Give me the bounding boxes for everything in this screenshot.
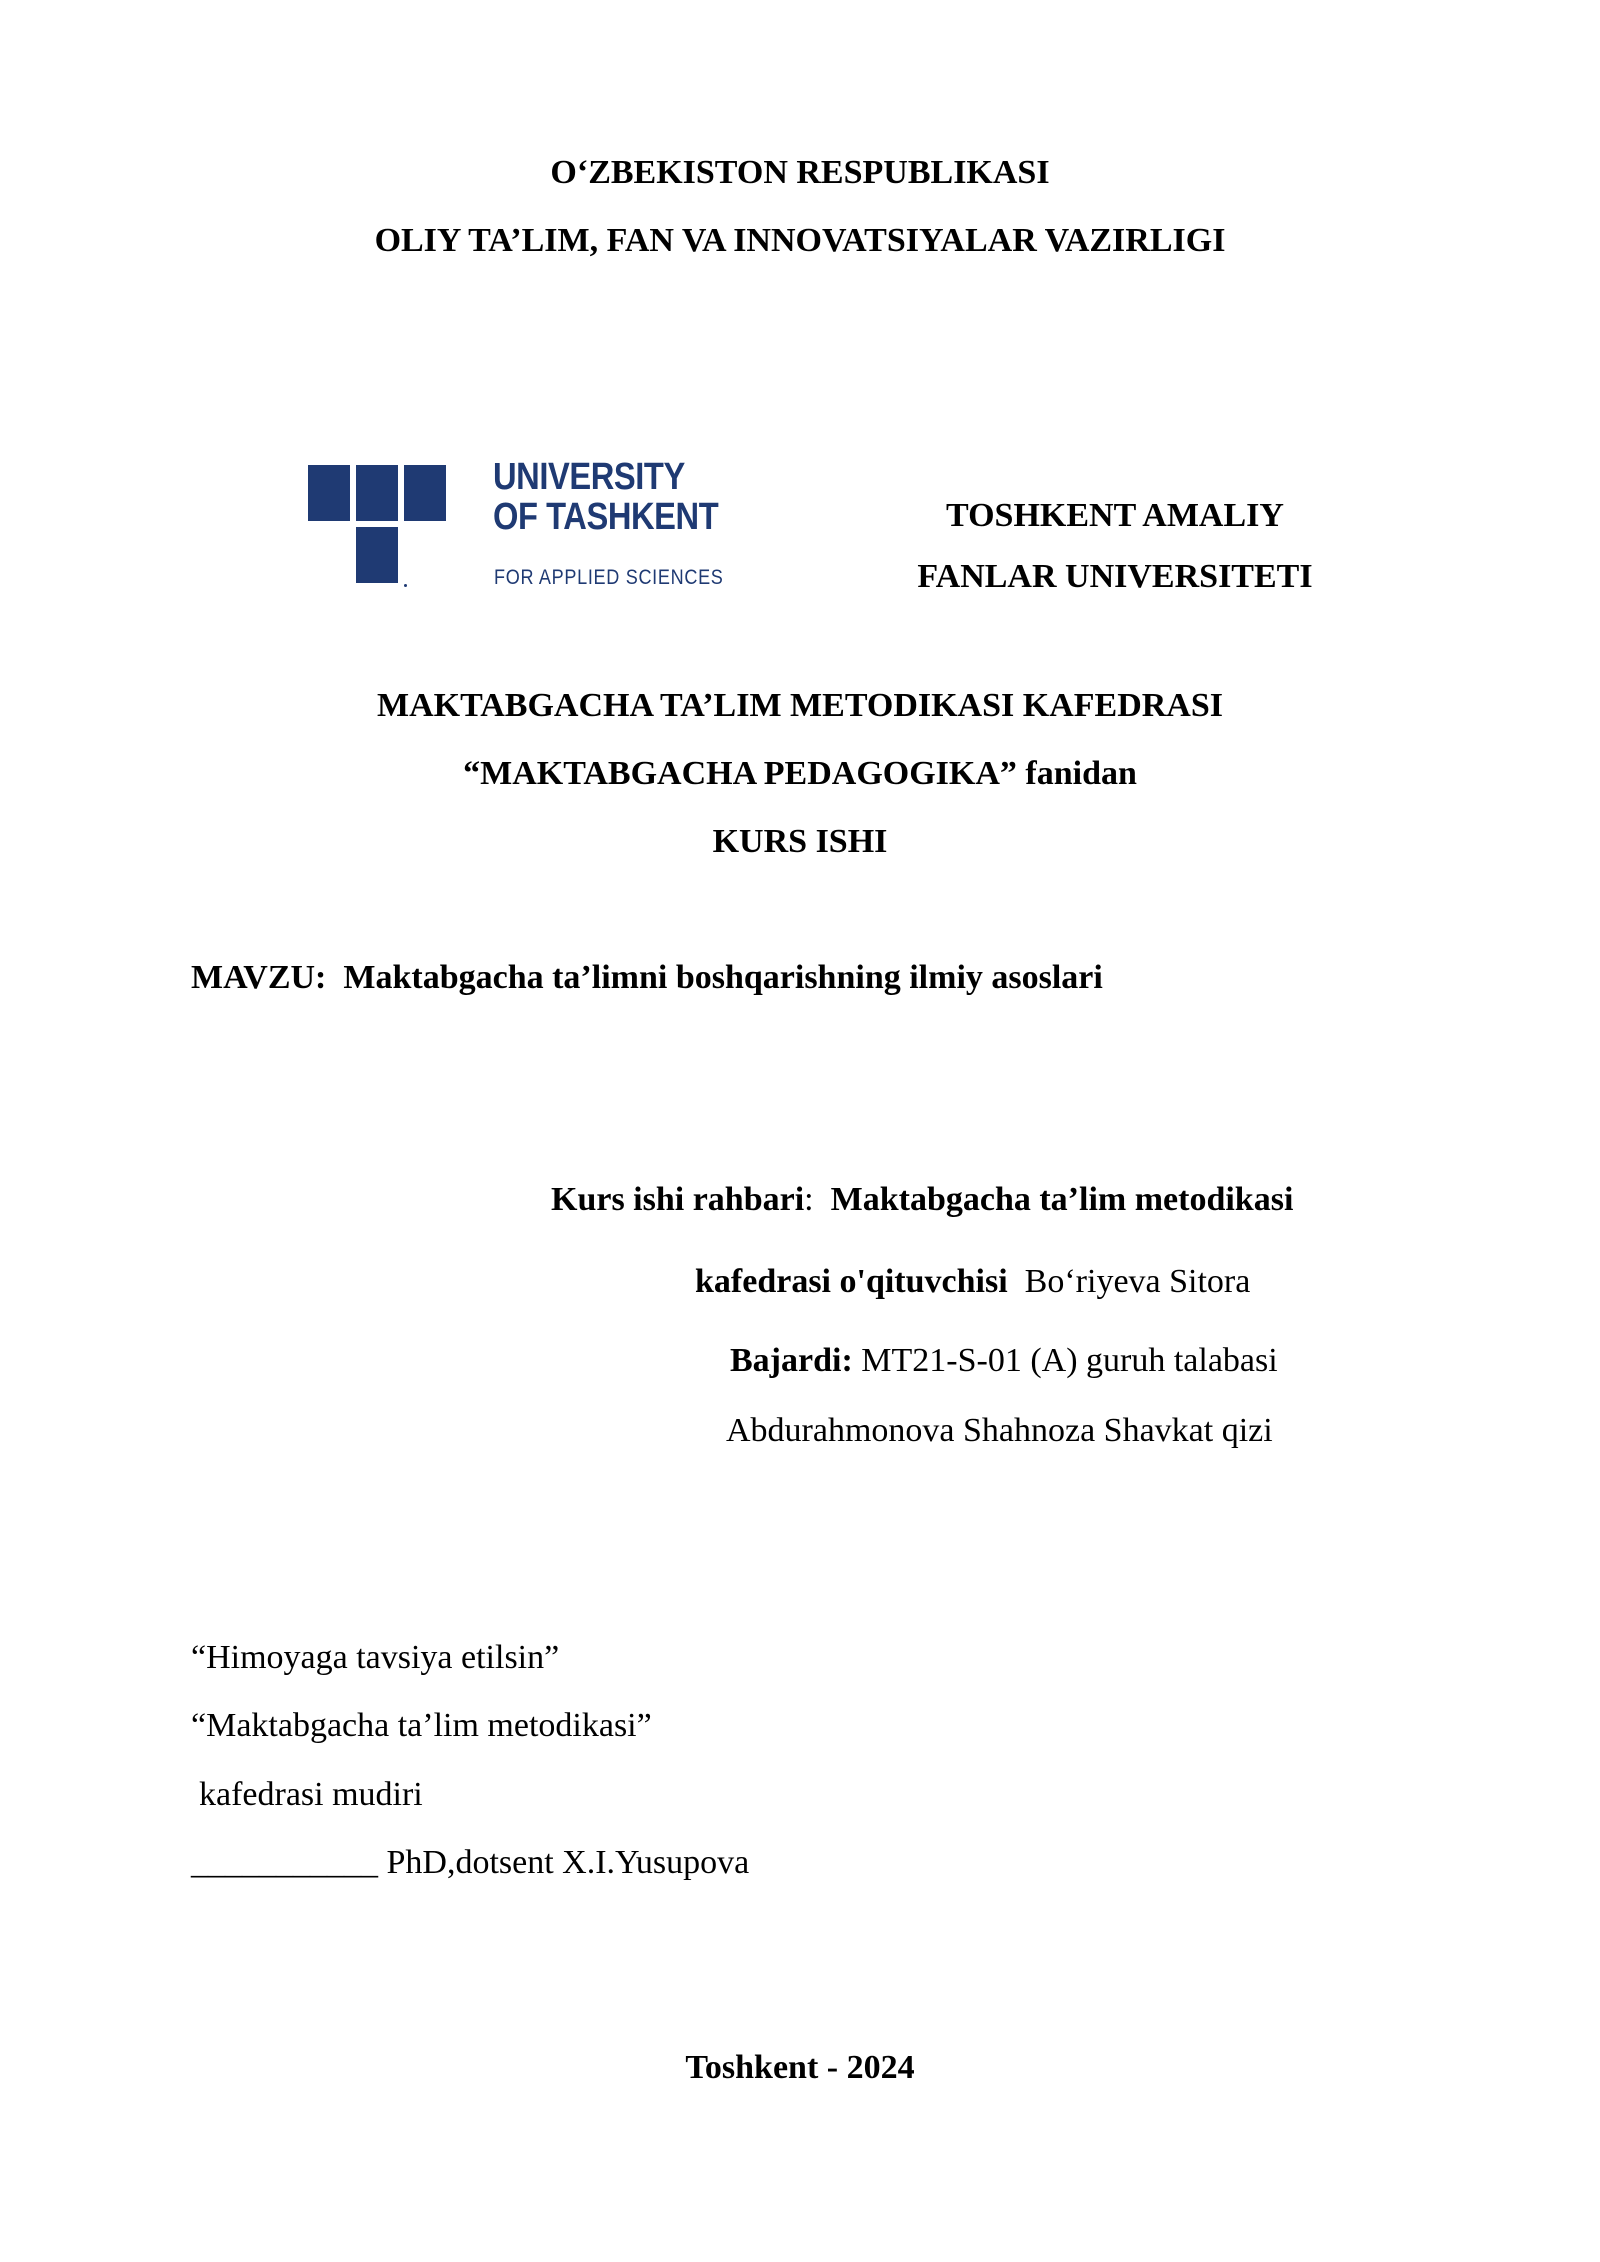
ministry-line-1: O‘ZBEKISTON RESPUBLIKASI <box>550 154 1050 191</box>
subject-line: “MAKTABGACHA PEDAGOGIKA” fanidan <box>463 755 1137 792</box>
logo-square-4 <box>356 527 398 583</box>
student-label: Bajardi: <box>730 1342 853 1379</box>
supervisor-label: Kurs ishi rahbari <box>551 1181 805 1218</box>
university-name-line-1: TOSHKENT AMALIY <box>946 497 1284 534</box>
supervisor-position-2: kafedrasi o'qituvchisi <box>695 1263 1008 1300</box>
logo-dot <box>404 584 407 587</box>
university-logo <box>308 456 728 600</box>
course-work-title: KURS ISHI <box>712 823 888 860</box>
topic-label: MAVZU: <box>191 959 327 996</box>
supervisor-position: Maktabgacha ta’lim metodikasi <box>830 1181 1294 1218</box>
student-line-1 <box>730 1341 1278 1381</box>
approval-line-1: “Himoyaga tavsiya etilsin” <box>191 1639 560 1676</box>
approval-line-3: kafedrasi mudiri <box>199 1776 423 1813</box>
topic-value: Maktabgacha ta’limni boshqarishning ilmiy asoslari <box>343 959 1103 996</box>
supervisor-colon: : <box>804 1181 814 1218</box>
approval-line-2: “Maktabgacha ta’lim metodikasi” <box>191 1707 652 1744</box>
supervisor-name: Boʻriyeva Sitora <box>1024 1263 1251 1300</box>
ministry-line-2: OLIY TA’LIM, FAN VA INNOVATSIYALAR VAZIRLIGI <box>374 222 1226 259</box>
signer-name: PhD,dotsent X.I.Yusupova <box>386 1844 750 1881</box>
student-group: MT21-S-01 (A) guruh talabasi <box>861 1342 1278 1379</box>
signature-blank: ___________ <box>191 1844 378 1881</box>
logo-word-university: UNIVERSITY <box>493 456 685 498</box>
logo-square-2 <box>356 465 398 521</box>
logo-word-of-tashkent: OF TASHKENT <box>493 496 719 538</box>
logo-square-1 <box>308 465 350 521</box>
supervisor-line-1 <box>551 1180 1293 1220</box>
approval-signature-line <box>191 1843 749 1883</box>
student-name: Abdurahmonova Shahnoza Shavkat qizi <box>726 1412 1273 1449</box>
logo-word-applied-sciences: FOR APPLIED SCIENCES <box>494 566 724 589</box>
topic-line <box>191 958 1103 998</box>
city-year: Toshkent - 2024 <box>685 2049 915 2086</box>
supervisor-line-2 <box>695 1262 1250 1302</box>
logo-square-3 <box>404 465 446 521</box>
department-line: MAKTABGACHA TA’LIM METODIKASI KAFEDRASI <box>377 687 1223 724</box>
university-name-line-2: FANLAR UNIVERSITETI <box>917 558 1313 595</box>
